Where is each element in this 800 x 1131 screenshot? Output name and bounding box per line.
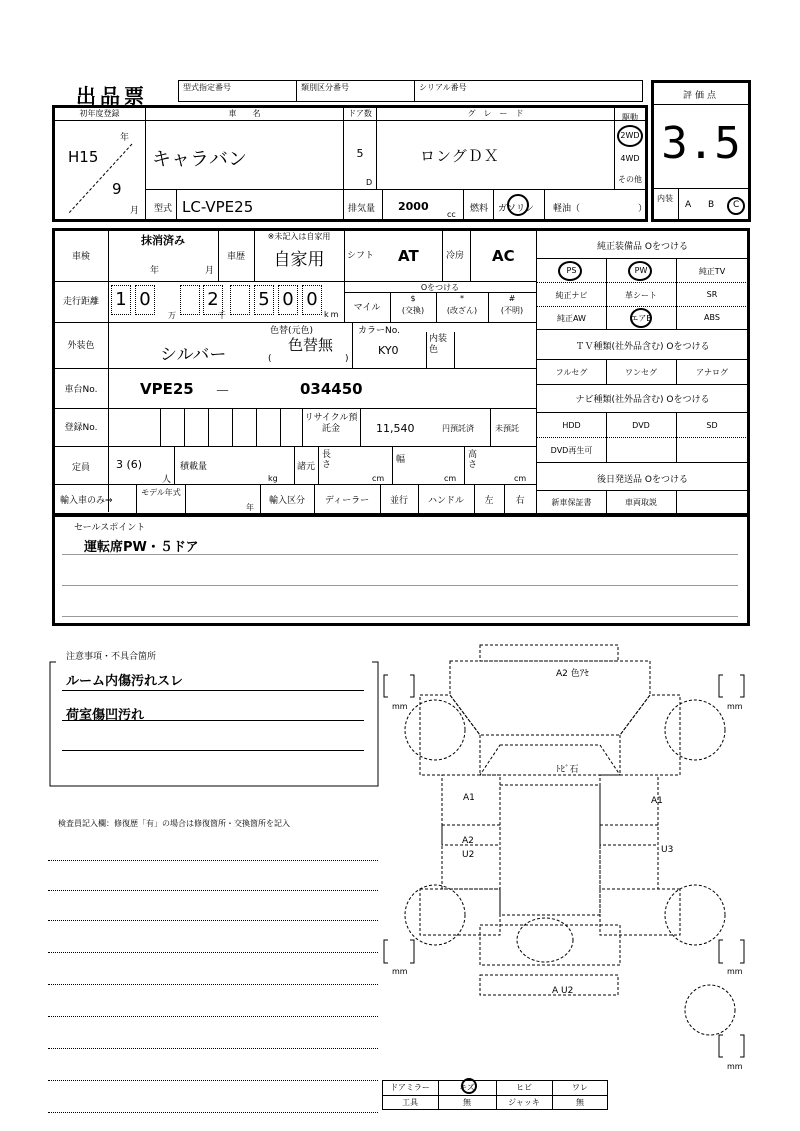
ac-value: AC [492, 247, 515, 265]
later-manual: 車両取説 [625, 498, 657, 507]
doors-value: 5 [356, 147, 364, 160]
chassis-prefix: VPE25 [140, 380, 194, 398]
drive-label: 駆動 [622, 113, 638, 122]
year-suffix: 年 [120, 133, 130, 143]
interior-a: A [685, 200, 692, 210]
history-label: 車歴 [226, 252, 245, 262]
capacity-label: 定員 [71, 463, 90, 473]
car-name-label: 車 名 [228, 109, 261, 118]
chassis-number: 034450 [300, 380, 363, 398]
mileage-unknown-sym: # [508, 294, 516, 303]
mileage-digit-7: 0 [278, 285, 298, 315]
mark-right-front: A1 [651, 796, 663, 806]
paren-open: ( [268, 354, 272, 364]
dvd-playback: DVD再生可 [550, 446, 593, 455]
interior-b: B [708, 200, 715, 210]
inspector-label: 検査員記入欄：修復歴「有」の場合は修復箇所・交換箇所を記入 [58, 819, 290, 828]
length-unit: cm [372, 474, 385, 483]
mileage-unknown: (不明) [500, 306, 524, 315]
import-label: 輸入車のみ⇒ [60, 496, 113, 506]
width-unit: cm [444, 474, 457, 483]
load-unit: kg [268, 474, 278, 483]
dims-label: 諸元 [297, 462, 316, 472]
equip-airbag-circle [630, 308, 652, 328]
model-year-unit: 年 [246, 503, 254, 512]
equip-pw: PW [634, 266, 648, 275]
equip-airbag: エアB [630, 314, 652, 323]
capacity-value: 3 (6) [116, 458, 143, 471]
right-option: 右 [515, 496, 525, 506]
left-option: 左 [484, 496, 494, 506]
paren-close: ) [345, 354, 349, 364]
interior-c: C [733, 200, 740, 210]
displacement-unit: cc [447, 210, 456, 219]
color-no-label: カラーNo. [358, 326, 400, 336]
month-suffix: 月 [130, 206, 140, 216]
bt-tools-value: 無 [463, 1098, 471, 1107]
registration-label: 登録No. [64, 423, 98, 433]
navi-title: ナビ種類(社外品含む) Oをつける [575, 395, 710, 405]
equip-leather: 革シート [625, 291, 657, 300]
tv-title: ＴＶ種類(社外品含む) Oをつける [575, 342, 710, 352]
mileage-digit-8: 0 [302, 285, 322, 315]
mark-left-front: A1 [463, 793, 475, 803]
bt-break: ワレ [572, 1083, 588, 1092]
notes-line-1: ルーム内傷汚れスレ [66, 674, 184, 689]
inspection-label: 車検 [71, 252, 90, 262]
bt-crack: ヒビ [516, 1083, 532, 1092]
model-designation-label: 型式指定番号 [183, 83, 231, 92]
bt-mirror: ドアミラー [390, 1083, 430, 1092]
inspection-value: 抹消済み [141, 234, 185, 247]
mileage-digit-3 [180, 285, 200, 315]
mileage-altered: (改ざん) [446, 306, 478, 315]
sales-point-text: 運転席PW・５ドア [84, 540, 199, 555]
fuel-label: 燃料 [470, 204, 489, 214]
bt-scratch-circle [461, 1078, 477, 1094]
load-label: 積載量 [180, 462, 208, 472]
width-label: 幅 [396, 455, 406, 465]
chassis-label: 車台No. [64, 385, 98, 395]
equipment-title: 純正装備品 Oをつける [597, 242, 688, 252]
exterior-color-value: シルバー [160, 345, 227, 365]
fuel-gasoline-circle [507, 194, 529, 216]
mileage-digit-4: 2 [203, 285, 223, 315]
exterior-color-label: 外装色 [67, 341, 95, 351]
type-label: 型式 [154, 204, 173, 214]
mileage-exchange: (交換) [401, 306, 425, 315]
equip-pw-circle [628, 261, 652, 281]
mileage-mile: マイル [353, 303, 381, 313]
recycle-value: 11,540 [376, 422, 415, 435]
color-change-value: 色替無 [288, 336, 334, 354]
recycle-label: リサイクル預託金 [304, 413, 358, 434]
fuel-gasoline: ガソリン [498, 204, 535, 214]
ac-label: 冷房 [446, 251, 465, 261]
header-id-box [178, 80, 643, 102]
mark-left-rear: A2 U2 [462, 836, 475, 860]
shift-value: AT [398, 247, 419, 265]
notes-line-2: 荷室傷凹汚れ [66, 708, 145, 723]
bt-tools: 工具 [402, 1098, 418, 1107]
tv-analog: アナログ [696, 368, 728, 377]
mileage-digit-6: 5 [254, 285, 274, 315]
mileage-digit-2: 0 [135, 285, 155, 315]
mark-right-rear: U3 [661, 845, 674, 855]
interior-label: 内装 [657, 194, 673, 203]
bt-jack-value: 無 [576, 1098, 584, 1107]
history-note: ※未記入は自家用 [267, 232, 331, 241]
drive-other: その他 [618, 175, 642, 184]
tv-fullseg: フルセグ [555, 368, 588, 377]
history-value: 自家用 [273, 250, 325, 270]
grade-value: ロングＤＸ [420, 147, 500, 165]
mileage-digit-5 [230, 285, 250, 315]
interior-color-label: 内装色 [429, 334, 448, 355]
mileage-altered-sym: * [460, 294, 464, 303]
chassis-dash: － [215, 382, 231, 400]
import-type-label: 輸入区分 [268, 496, 305, 506]
notes-label: 注意事項・不具合箇所 [66, 652, 157, 662]
displacement-label: 排気量 [348, 204, 376, 214]
mileage-exchange-sym: $ [410, 294, 416, 303]
fuel-diesel-end: ） [638, 204, 648, 214]
mark-rear: A U2 [552, 986, 574, 996]
later-title: 後日発送品 Oをつける [597, 475, 688, 485]
rating-label: 評価点 [682, 91, 719, 101]
dealer-option: ディーラー [324, 496, 370, 506]
sales-point-box [52, 514, 750, 626]
car-name: キャラバン [152, 148, 248, 170]
handle-label: ハンドル [427, 496, 464, 506]
equip-navi: 純正ナビ [555, 291, 588, 300]
mileage-km: km [324, 310, 341, 319]
mileage-digit-1: 1 [111, 285, 131, 315]
navi-sd: SD [706, 421, 718, 430]
inspection-month: 月 [205, 266, 215, 276]
fuel-diesel: 軽油（ [553, 204, 581, 214]
mark-hood: A2 色ｱｾ [556, 669, 589, 679]
length-label: 長さ [322, 450, 332, 470]
equip-aw: 純正AW [557, 314, 586, 323]
drive-4wd: 4WD [620, 154, 640, 163]
bt-scratch: キズ [459, 1083, 475, 1092]
doors-label: ドア数 [348, 109, 372, 118]
color-change-label: 色替(元色) [270, 326, 314, 336]
drive-2wd: 2WD [620, 131, 640, 140]
rating-value: 3.5 [661, 118, 741, 169]
parallel-option: 並行 [389, 496, 408, 506]
displacement-value: 2000 [398, 200, 429, 213]
shift-label: シフト [347, 251, 375, 261]
category-number-label: 類別区分番号 [301, 83, 349, 92]
equip-ps-circle [558, 261, 582, 281]
page-title: 出品票 [76, 84, 148, 108]
car-diagram [380, 635, 760, 1075]
equip-tv: 純正TV [698, 267, 726, 276]
color-no-value: KY0 [378, 344, 399, 357]
mm-spare: mm [727, 1062, 743, 1071]
equip-sr: SR [706, 290, 718, 299]
reg-month: 9 [112, 180, 122, 198]
date-divider [60, 140, 140, 220]
first-reg-label: 初年度登録 [79, 109, 120, 118]
later-warranty: 新車保証書 [551, 498, 592, 507]
mm-front-left: mm [392, 702, 408, 711]
height-unit: cm [514, 474, 527, 483]
doors-suffix: D [366, 178, 373, 187]
equip-abs: ABS [704, 313, 720, 322]
era-year: H15 [68, 148, 99, 166]
drive-2wd-circle [617, 125, 643, 147]
inspection-year: 年 [150, 266, 160, 276]
interior-c-circle [727, 197, 745, 215]
mileage-circle-note: Oをつける [420, 283, 460, 292]
height-label: 高さ [468, 450, 478, 470]
mileage-label: 走行距離 [62, 297, 99, 307]
equip-ps: PS [566, 266, 577, 275]
mileage-man: 万 [168, 311, 176, 320]
mm-front-right: mm [727, 702, 743, 711]
recycle-not: 未預託 [495, 424, 519, 433]
recycle-unit: 円預託済 [442, 424, 474, 433]
mark-windshield: ﾄﾋﾞ石 [556, 765, 579, 775]
model-year-label: モデル年式 [141, 488, 181, 497]
mm-rear-left: mm [392, 967, 408, 976]
capacity-unit: 人 [162, 475, 172, 485]
mm-rear-right: mm [727, 967, 743, 976]
grade-label: グ レ ー ド [467, 109, 524, 118]
navi-dvd: DVD [632, 421, 650, 430]
sales-point-label: セールスポイント [74, 523, 146, 533]
mileage-sen: 千 [218, 311, 226, 320]
type-value: LC-VPE25 [182, 198, 254, 216]
navi-hdd: HDD [562, 421, 581, 430]
serial-number-label: シリアル番号 [419, 83, 467, 92]
bt-jack: ジャッキ [508, 1098, 540, 1107]
tv-oneseg: ワンセグ [625, 368, 657, 377]
